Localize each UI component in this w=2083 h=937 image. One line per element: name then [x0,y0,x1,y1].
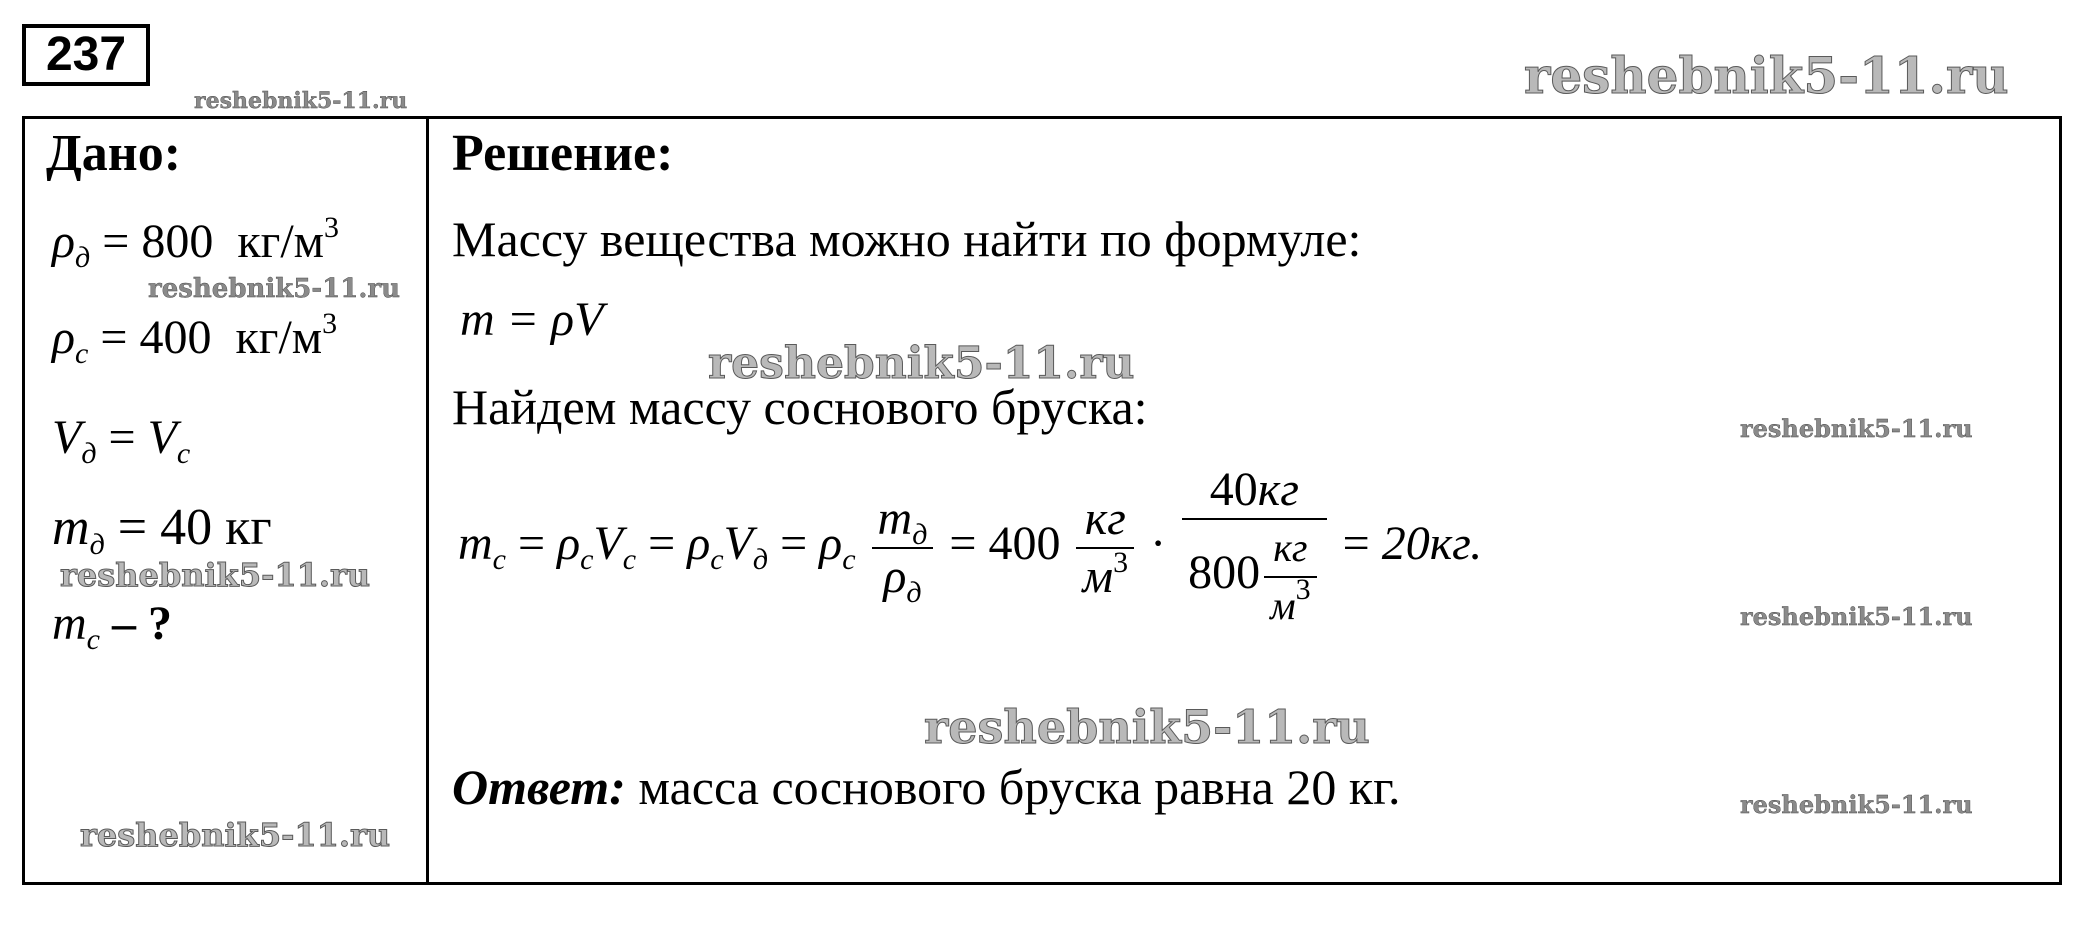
column-divider [426,116,429,885]
watermark: reshebnik5-11.ru [708,338,1135,389]
given-volume-equality: $V_д = V_с$ [52,411,191,470]
given-unknown-mass: $m_с$ – ? [52,597,172,656]
watermark: reshebnik5-11.ru [194,88,408,114]
given-mass-oak: $m_д = 40$ кг [52,499,272,561]
watermark: reshebnik5-11.ru [924,700,1370,754]
problem-number: 237 [22,24,150,86]
fraction-kg-per-m3-inner: $\frac{кг}{м^3}$ [1264,520,1317,634]
answer-line [452,758,1401,816]
answer-text: масса соснового бруска равна 20 кг. [625,759,1401,815]
solution-heading: Решение: [452,125,674,182]
watermark: reshebnik5-11.ru [1740,790,1973,819]
given-density-pine: $\rho_с = 400$ $кг/м^3$ [52,307,338,370]
watermark: reshebnik5-11.ru [1524,46,2009,105]
solution-line-2: Найдем массу соснового бруска: [452,379,1148,435]
fraction-kg-per-m3: $\frac{кг}{м^3}$ [1076,491,1134,605]
mass-calculation: $m_с = \rho_сV_с = \rho_сV_д = \rho_с$ $\frac{m_д}{\rho_д}$ = 400 $\frac{кг}{м^3}$ · 40кг 800 $\frac{кг}{м^3}$ = 20кг. [458,462,1482,634]
watermark: reshebnik5-11.ru [1740,414,1973,443]
answer-label: Ответ: [452,759,626,815]
solution-line-1: Массу вещества можно найти по формуле: [452,211,1362,267]
watermark: reshebnik5-11.ru [60,556,371,594]
fraction-mass-over-density: $\frac{m_д}{\rho_д}$ [872,491,934,605]
watermark: reshebnik5-11.ru [148,274,401,304]
watermark: reshebnik5-11.ru [80,816,391,854]
mass-formula: m = ρV [460,293,604,346]
watermark: reshebnik5-11.ru [1740,602,1973,631]
given-heading: Дано: [46,125,182,182]
fraction-mass-over-oak-density: 40кг 800 $\frac{кг}{м^3}$ [1182,462,1327,634]
given-density-oak: $\rho_д = 800$ $кг/м^3$ [52,211,340,274]
